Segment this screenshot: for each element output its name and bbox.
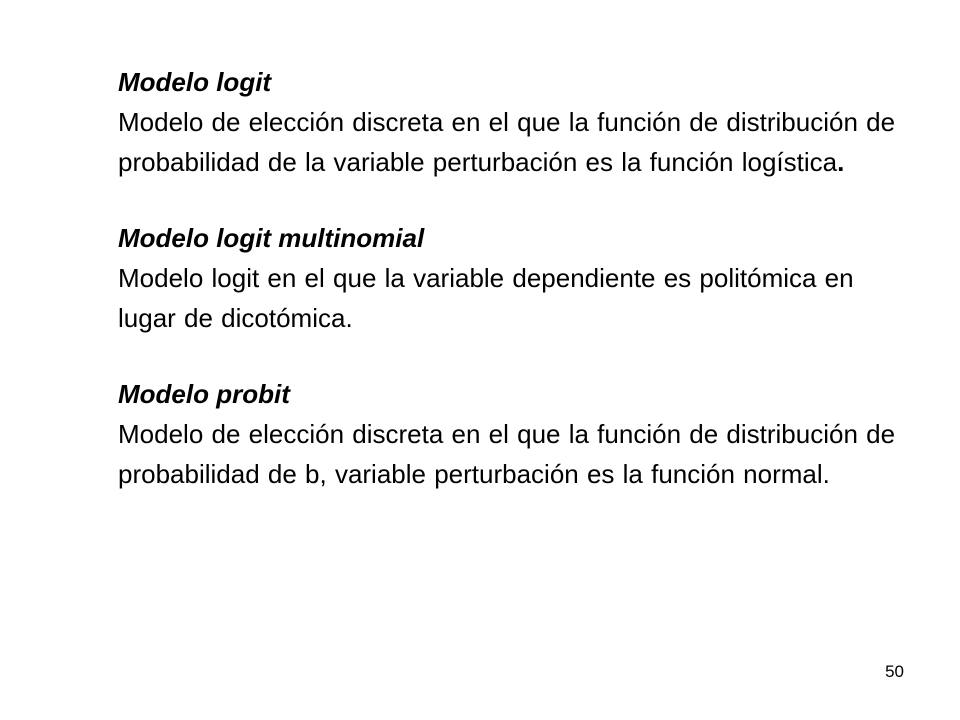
definition-period: . [345, 303, 353, 333]
definition-text: Modelo logit en el que la variable dependiente es politómica en lugar de dicotómica [118, 263, 854, 333]
page-number: 50 [885, 662, 904, 681]
term-title: Modelo probit [118, 379, 290, 409]
definition-text: Modelo de elección discreta en el que la función de distribución de probabilidad de la variable perturbación es la función logística [118, 107, 896, 177]
definition-period: . [822, 459, 830, 489]
term-definition [118, 258, 898, 338]
definition-text: Modelo de elección discreta en el que la función de distribución de probabilidad de b, variable perturbación es la función normal [118, 419, 896, 489]
glossary [118, 62, 898, 530]
term-title: Modelo logit multinomial [118, 223, 425, 253]
glossary-entry-logit-multinomial [118, 218, 898, 338]
term-definition [118, 102, 898, 182]
definition-period: . [837, 147, 845, 177]
term-title: Modelo logit [118, 67, 272, 97]
glossary-entry-logit [118, 62, 898, 182]
term-definition [118, 414, 898, 494]
glossary-entry-probit [118, 374, 898, 494]
